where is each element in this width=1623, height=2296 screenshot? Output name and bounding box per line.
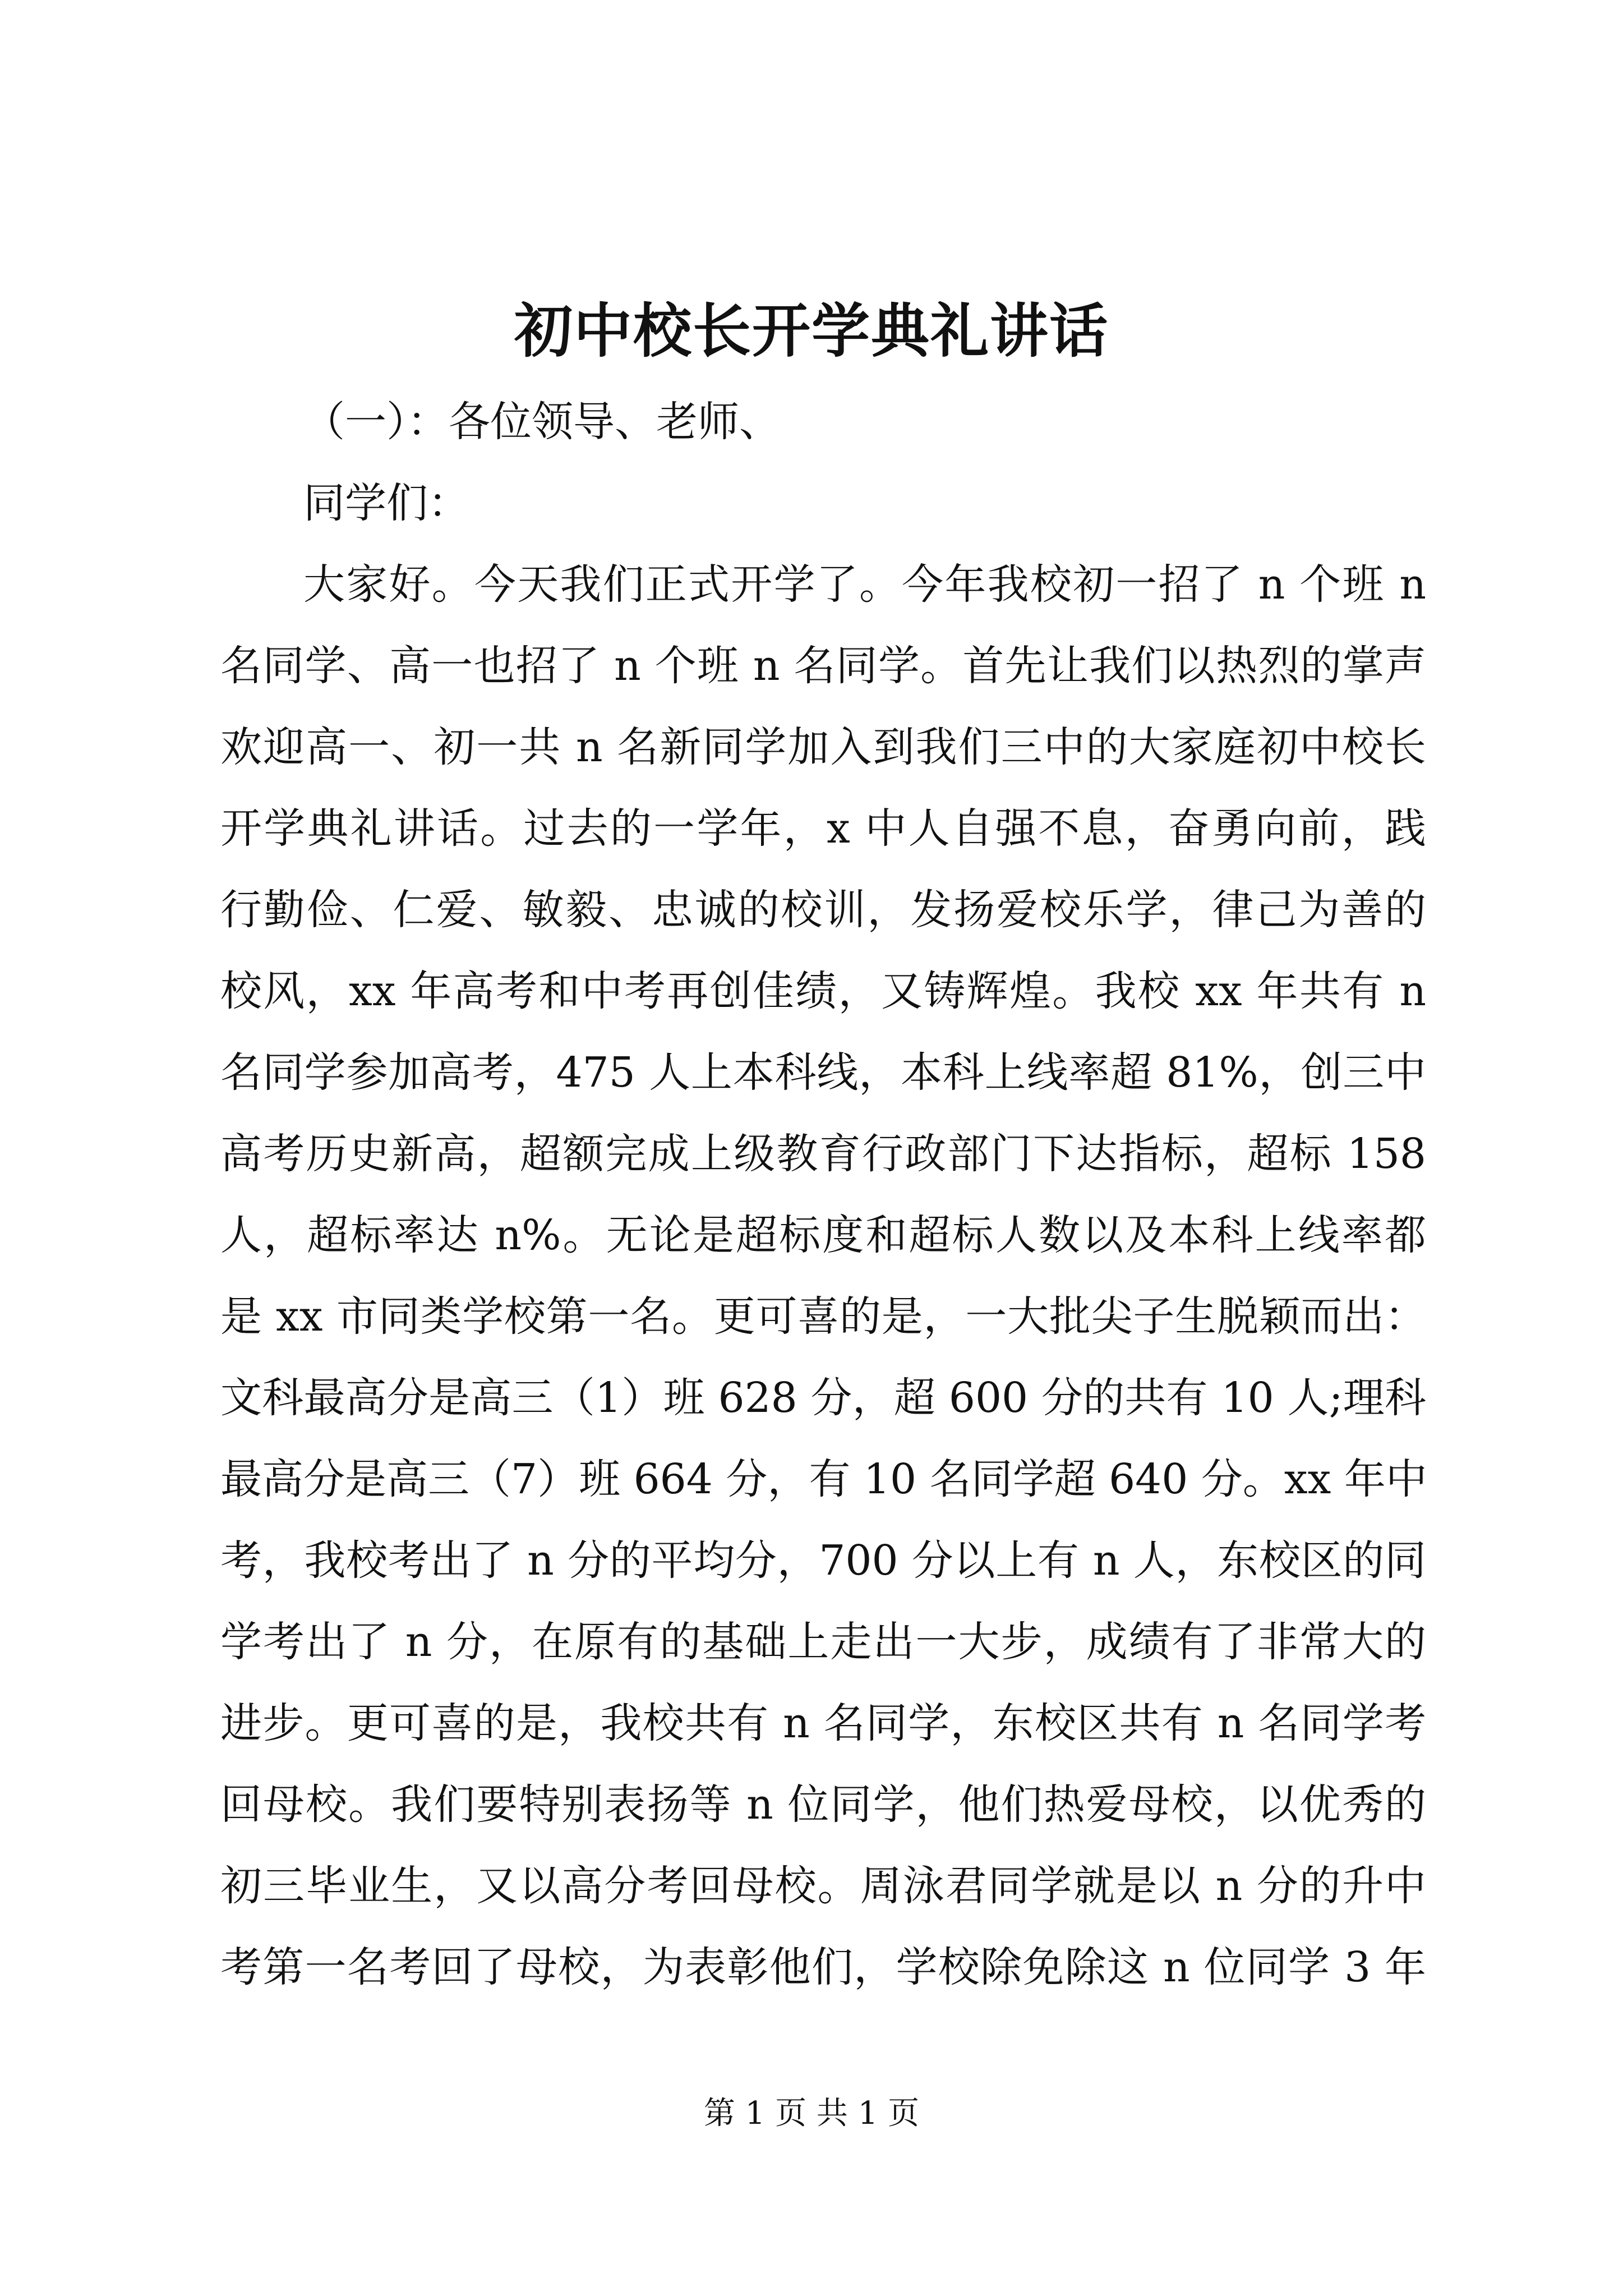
paragraph-line: 最高分是高三（7）班 664 分，有 10 名同学超 640 分。xx 年中 <box>220 1455 1427 1503</box>
paragraph-line: 回母校。我们要特别表扬等 n 位同学，他们热爱母校，以优秀的 <box>220 1780 1426 1829</box>
document-title: 初中校长开学典礼讲话 <box>514 296 1109 365</box>
paragraph-line: 开学典礼讲话。过去的一学年，x 中人自强不息，奋勇向前，践 <box>220 804 1426 853</box>
salutation-line: 同学们： <box>303 479 469 527</box>
paragraph-line: 进步。更可喜的是，我校共有 n 名同学，东校区共有 n 名同学考 <box>220 1699 1426 1747</box>
paragraph-line: 人，超标率达 n%。无论是超标度和超标人数以及本科上线率都 <box>220 1211 1426 1259</box>
paragraph-line: 高考历史新高，超额完成上级教育行政部门下达指标，超标 158 <box>220 1130 1426 1178</box>
paragraph-line: 初三毕业生，又以高分考回母校。周泳君同学就是以 n 分的升中 <box>220 1862 1426 1910</box>
page-footer: 第 1 页 共 1 页 <box>703 2095 920 2132</box>
paragraph-line: 是 xx 市同类学校第一名。更可喜的是，一大批尖子生脱颖而出： <box>220 1292 1426 1341</box>
paragraph-line: 大家好。今天我们正式开学了。今年我校初一招了 n 个班 n <box>303 560 1426 609</box>
paragraph-line: 校风，xx 年高考和中考再创佳绩，又铸辉煌。我校 xx 年共有 n <box>220 967 1426 1015</box>
paragraph-line: 欢迎高一、初一共 n 名新同学加入到我们三中的大家庭初中校长 <box>220 723 1426 771</box>
paragraph-line: 考第一名考回了母校，为表彰他们，学校除免除这 n 位同学 3 年 <box>220 1943 1426 1991</box>
paragraph-line: 学考出了 n 分，在原有的基础上走出一大步，成绩有了非常大的 <box>220 1618 1426 1666</box>
paragraph-line: 名同学参加高考，475 人上本科线，本科上线率超 81%，创三中 <box>220 1048 1426 1097</box>
paragraph-line: 行勤俭、仁爱、敏毅、忠诚的校训，发扬爱校乐学，律己为善的 <box>220 886 1426 934</box>
document-body <box>220 381 1426 2008</box>
salutation-line: （一）：各位领导、老师、 <box>303 398 781 446</box>
paragraph-line: 考，我校考出了 n 分的平均分，700 分以上有 n 人，东校区的同 <box>220 1536 1426 1585</box>
paragraph-line: 文科最高分是高三（1）班 628 分，超 600 分的共有 10 人;理科 <box>220 1374 1426 1422</box>
paragraph-line: 名同学、高一也招了 n 个班 n 名同学。首先让我们以热烈的掌声 <box>220 642 1426 690</box>
